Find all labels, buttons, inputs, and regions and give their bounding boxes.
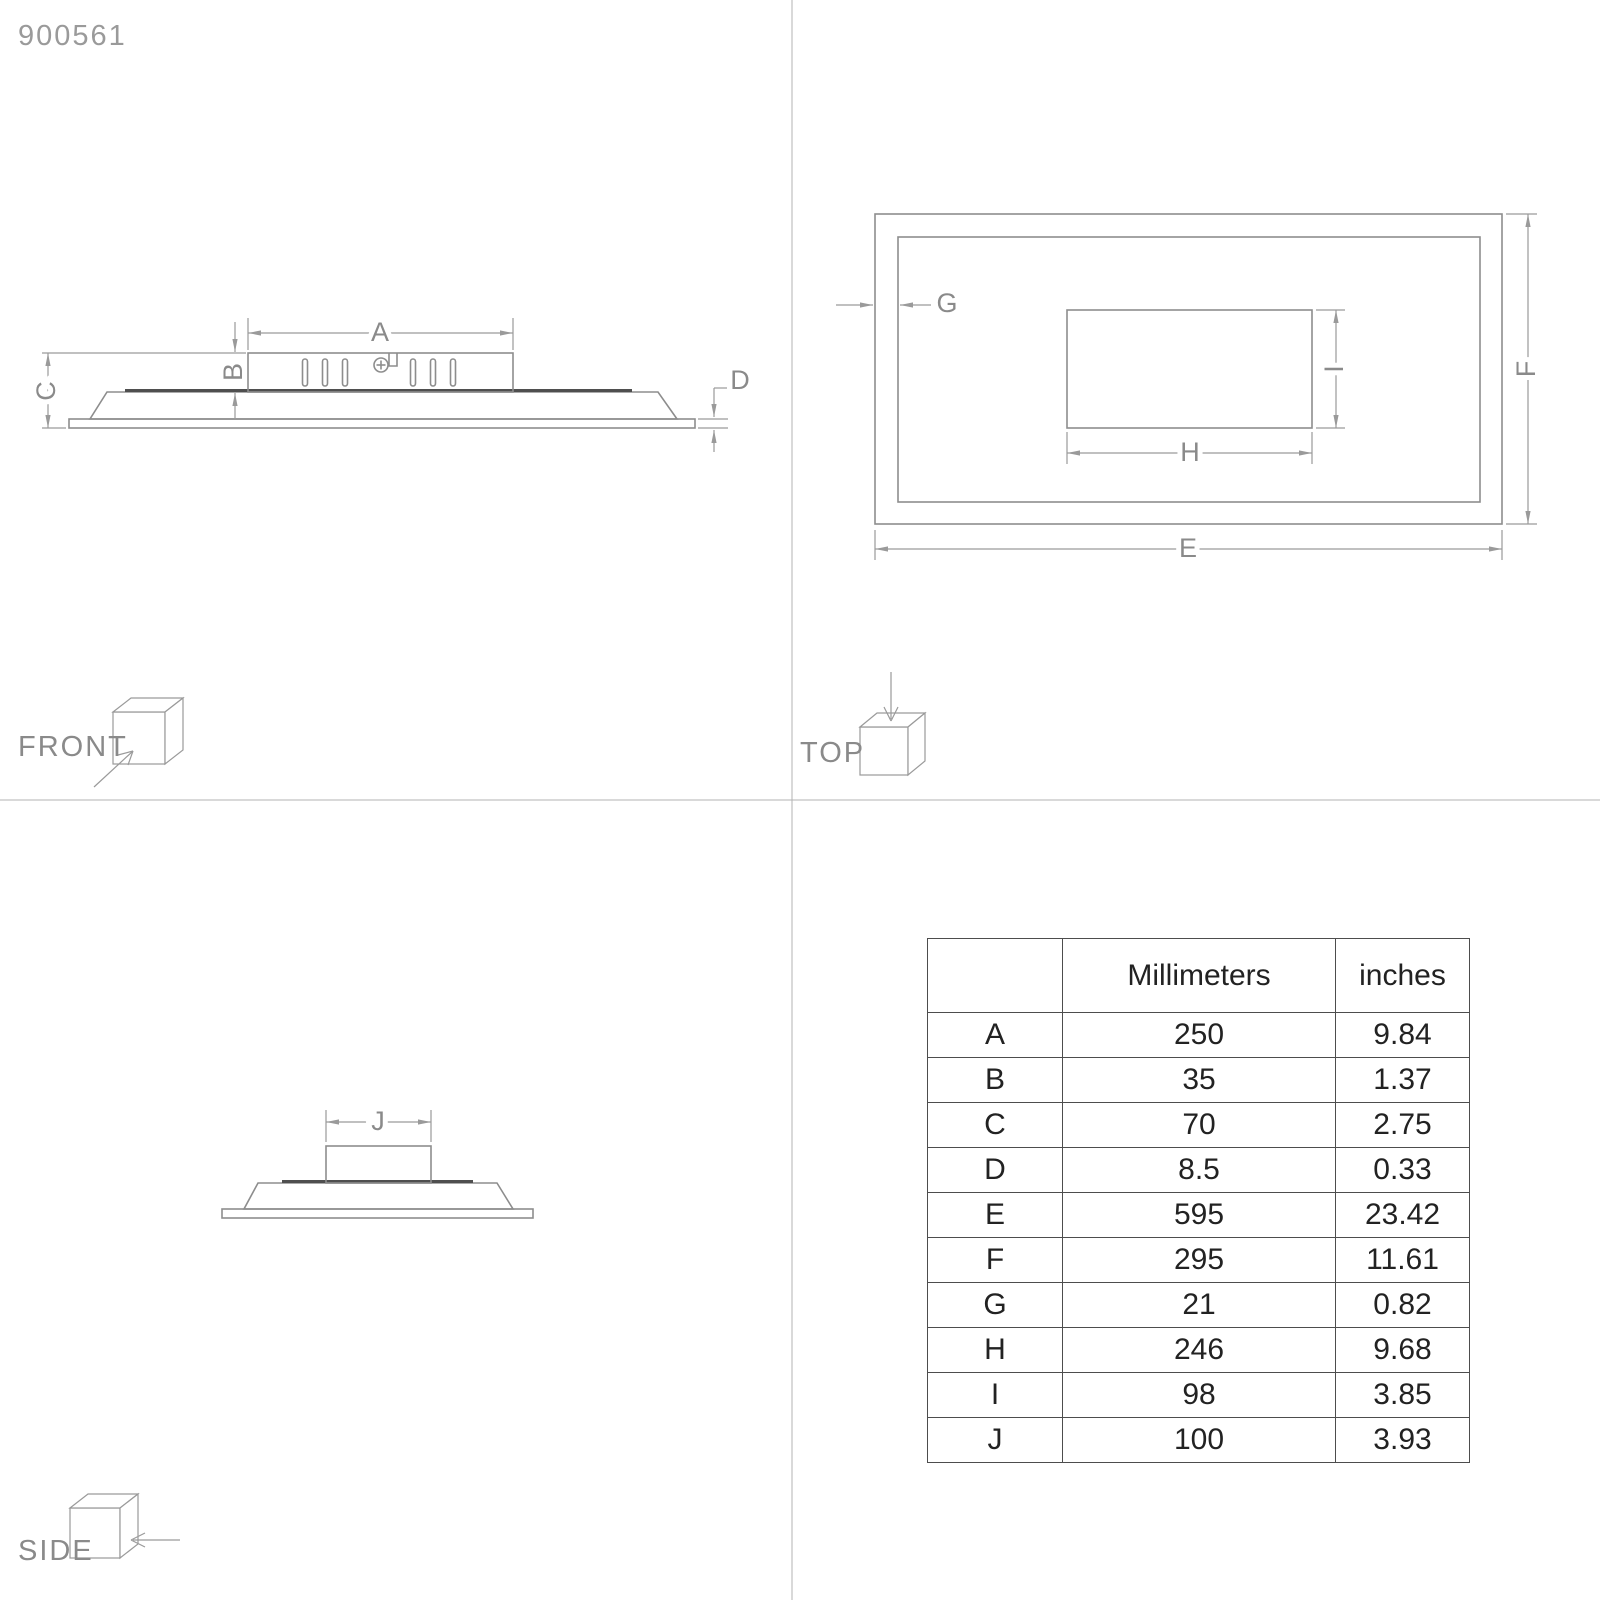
dimension-H xyxy=(1067,432,1312,467)
dim-label-A: A xyxy=(370,317,390,348)
top-view-label: TOP xyxy=(800,737,866,769)
table-row xyxy=(928,1103,1470,1148)
table-cell-dim: G xyxy=(928,1283,1063,1328)
side-view xyxy=(18,1106,533,1567)
table-row xyxy=(928,1283,1470,1328)
table-cell-dim: H xyxy=(928,1328,1063,1373)
table-cell-inches: 11.61 xyxy=(1336,1238,1470,1283)
table-header-row xyxy=(928,939,1470,1013)
front-view xyxy=(18,317,750,787)
dim-label-F: F xyxy=(1511,360,1542,378)
table-cell-dim: J xyxy=(928,1418,1063,1463)
dim-label-H: H xyxy=(1180,437,1200,468)
top-view xyxy=(800,214,1541,775)
table-row xyxy=(928,1193,1470,1238)
table-row xyxy=(928,1328,1470,1373)
table-cell-inches: 23.42 xyxy=(1336,1193,1470,1238)
dimension-B xyxy=(42,322,248,420)
dim-label-E: E xyxy=(1178,533,1198,564)
table-cell-mm: 595 xyxy=(1063,1193,1336,1238)
top-outer-frame xyxy=(875,214,1502,524)
front-view-label: FRONT xyxy=(18,731,128,763)
dimension-I xyxy=(1316,310,1349,428)
table-cell-mm: 35 xyxy=(1063,1058,1336,1103)
table-row xyxy=(928,1238,1470,1283)
table-cell-mm: 295 xyxy=(1063,1238,1336,1283)
dimension-D xyxy=(698,365,750,452)
table-cell-dim: A xyxy=(928,1013,1063,1058)
table-cell-mm: 70 xyxy=(1063,1103,1336,1148)
table-row xyxy=(928,1013,1470,1058)
table-cell-inches: 0.82 xyxy=(1336,1283,1470,1328)
table-cell-dim: C xyxy=(928,1103,1063,1148)
table-row xyxy=(928,1058,1470,1103)
table-row xyxy=(928,1418,1470,1463)
top-canopy-outline xyxy=(1067,310,1312,428)
top-view-cube-icon xyxy=(860,672,925,775)
side-view-label: SIDE xyxy=(18,1535,94,1567)
dim-label-C: C xyxy=(31,381,62,401)
table-cell-mm: 98 xyxy=(1063,1373,1336,1418)
table-cell-dim: F xyxy=(928,1238,1063,1283)
dim-label-J: J xyxy=(371,1106,385,1137)
table-cell-mm: 8.5 xyxy=(1063,1148,1336,1193)
table-cell-dim: B xyxy=(928,1058,1063,1103)
dimension-C xyxy=(31,353,66,428)
front-screw xyxy=(374,353,397,372)
dimension-J xyxy=(326,1106,431,1142)
table-cell-inches: 2.75 xyxy=(1336,1103,1470,1148)
table-cell-inches: 0.33 xyxy=(1336,1148,1470,1193)
table-cell-mm: 250 xyxy=(1063,1013,1336,1058)
dimension-A xyxy=(248,317,513,350)
side-canopy xyxy=(326,1146,431,1183)
table-cell-inches: 3.85 xyxy=(1336,1373,1470,1418)
table-cell-inches: 9.84 xyxy=(1336,1013,1470,1058)
side-diffuser-body xyxy=(244,1183,513,1209)
dim-label-G: G xyxy=(936,288,958,319)
table-row xyxy=(928,1373,1470,1418)
product-code: 900561 xyxy=(18,20,127,52)
header-cell-dim xyxy=(928,939,1063,1013)
table-cell-mm: 21 xyxy=(1063,1283,1336,1328)
table-cell-inches: 3.93 xyxy=(1336,1418,1470,1463)
table-cell-inches: 9.68 xyxy=(1336,1328,1470,1373)
table-cell-mm: 246 xyxy=(1063,1328,1336,1373)
table-cell-dim: I xyxy=(928,1373,1063,1418)
table-row xyxy=(928,1148,1470,1193)
dimensions-table xyxy=(927,938,1470,1463)
dim-label-D: D xyxy=(730,365,750,396)
table-cell-inches: 1.37 xyxy=(1336,1058,1470,1103)
header-cell-mm: Millimeters xyxy=(1063,939,1336,1013)
front-base-plate xyxy=(69,419,695,428)
header-cell-inches: inches xyxy=(1336,939,1470,1013)
side-base-plate xyxy=(222,1209,533,1218)
dimension-E xyxy=(875,530,1502,563)
dimension-F xyxy=(1506,214,1541,524)
table-cell-dim: E xyxy=(928,1193,1063,1238)
dimension-G xyxy=(836,288,958,318)
table-cell-dim: D xyxy=(928,1148,1063,1193)
table-cell-mm: 100 xyxy=(1063,1418,1336,1463)
dim-label-B: B xyxy=(218,362,249,382)
front-diffuser-body xyxy=(90,392,677,419)
dim-label-I: I xyxy=(1319,365,1350,373)
